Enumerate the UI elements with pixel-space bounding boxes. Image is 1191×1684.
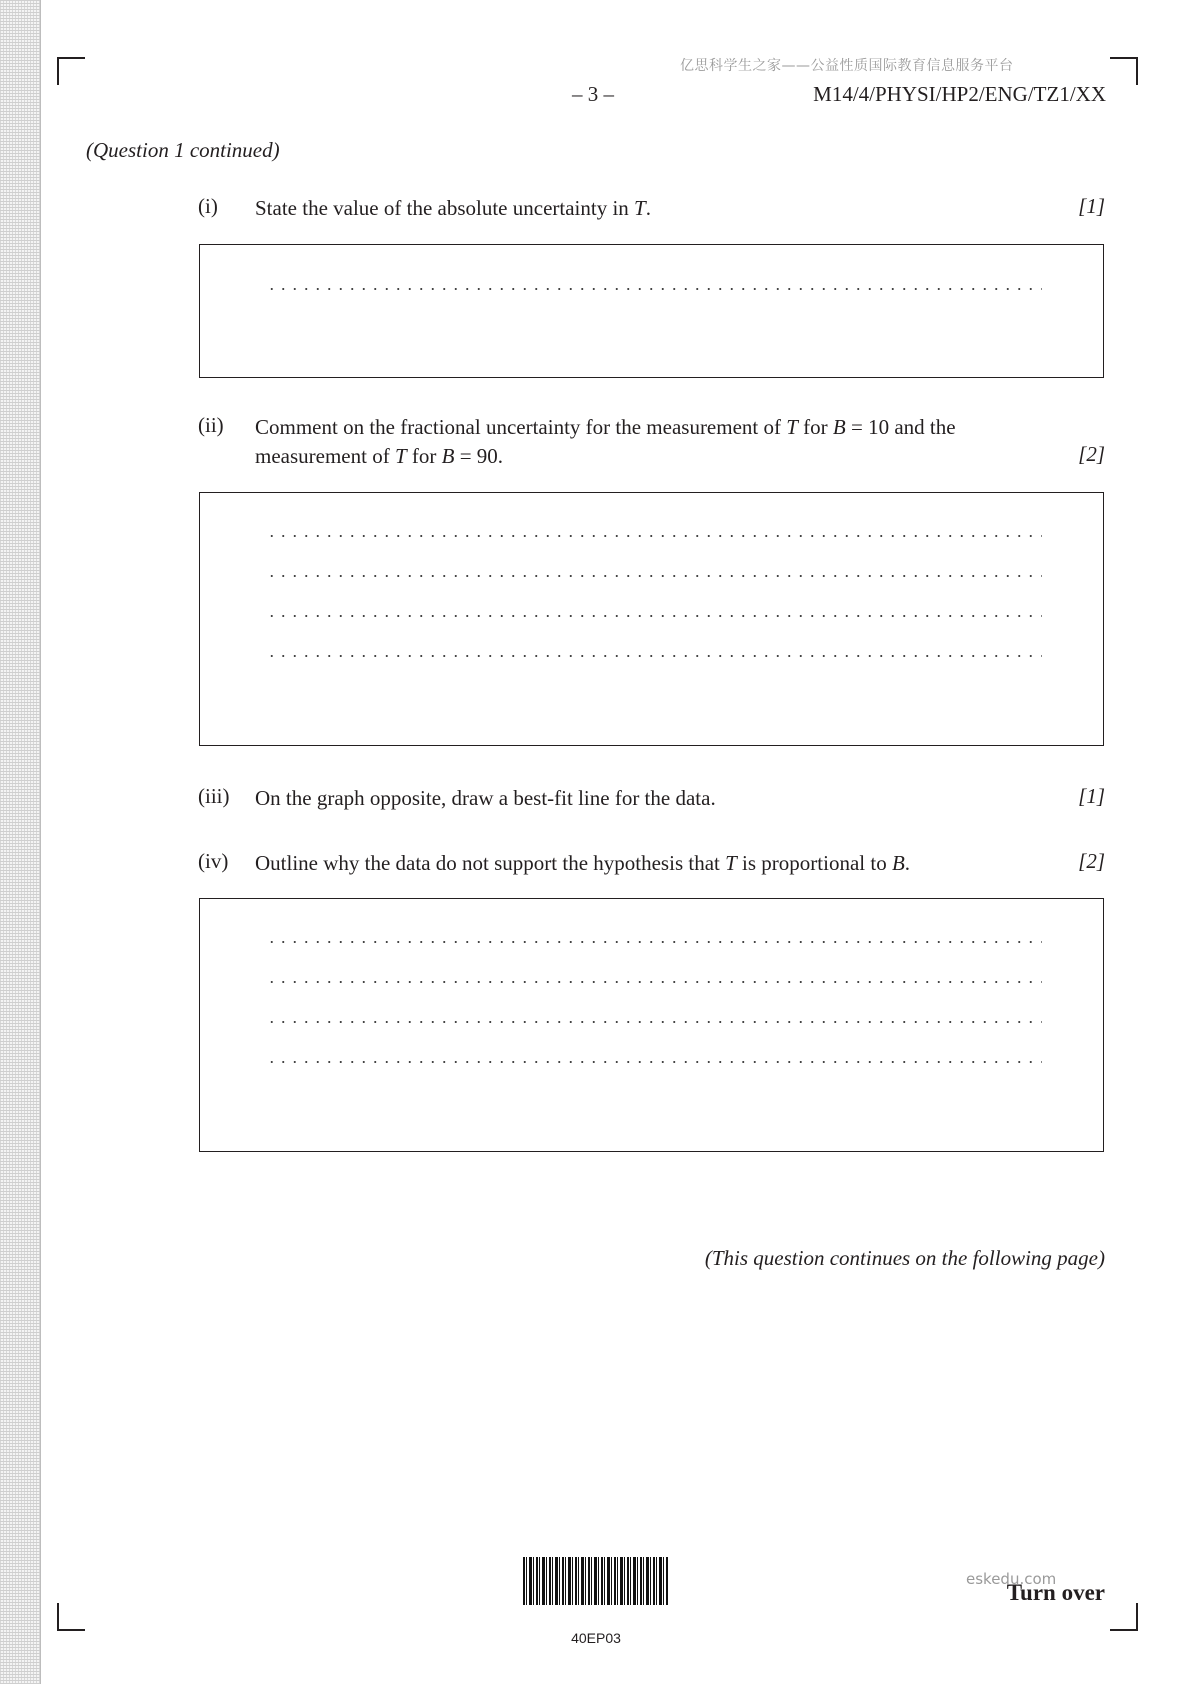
answer-line[interactable] [266,981,1042,983]
marks-i: [1] [1078,194,1105,218]
question-number-iii: (iii) [198,784,230,808]
question-text-iii: On the graph opposite, draw a best-fit line for the data. [255,786,716,810]
question-number-i: (i) [198,194,218,218]
answer-line[interactable] [266,535,1042,537]
question-continues-label: (This question continues on the following page) [704,1246,1105,1270]
marks-ii: [2] [1078,442,1105,466]
question-text-i: State the value of the absolute uncertainty in T. [255,196,651,220]
answer-line[interactable] [266,288,1042,290]
answer-line[interactable] [266,655,1042,657]
question-continued-label: (Question 1 continued) [86,138,280,162]
footer-watermark: eskedu.com [966,1570,1057,1588]
crop-mark-top-right [1110,57,1138,85]
crop-mark-top-left [57,57,85,85]
binding-strip [0,0,41,1684]
header-watermark: 亿思科学生之家——公益性质国际教育信息服务平台 [680,58,1014,74]
barcode-label: 40EP03 [571,1630,621,1646]
answer-box-iv[interactable] [199,898,1104,1152]
marks-iii: [1] [1078,784,1105,808]
answer-line[interactable] [266,1021,1042,1023]
question-text-iv: Outline why the data do not support the hypothesis that T is proportional to B. [255,851,911,875]
question-number-iv: (iv) [198,849,229,873]
answer-box-ii[interactable] [199,492,1104,746]
crop-mark-bottom-left [57,1603,85,1631]
answer-line[interactable] [266,575,1042,577]
answer-line[interactable] [266,941,1042,943]
answer-line[interactable] [266,1061,1042,1063]
turn-over-label: Turn over [1006,1580,1105,1605]
barcode [523,1557,669,1605]
question-number-ii: (ii) [198,413,224,437]
page-number: – 3 – [572,82,614,106]
answer-line[interactable] [266,615,1042,617]
answer-box-i[interactable] [199,244,1104,378]
marks-iv: [2] [1078,849,1105,873]
crop-mark-bottom-right [1110,1603,1138,1631]
paper-code: M14/4/PHYSI/HP2/ENG/TZ1/XX [813,82,1106,106]
question-text-ii: Comment on the fractional uncertainty for the measurement of T for B = 10 and the measurement of T for B = 90. [255,415,956,468]
